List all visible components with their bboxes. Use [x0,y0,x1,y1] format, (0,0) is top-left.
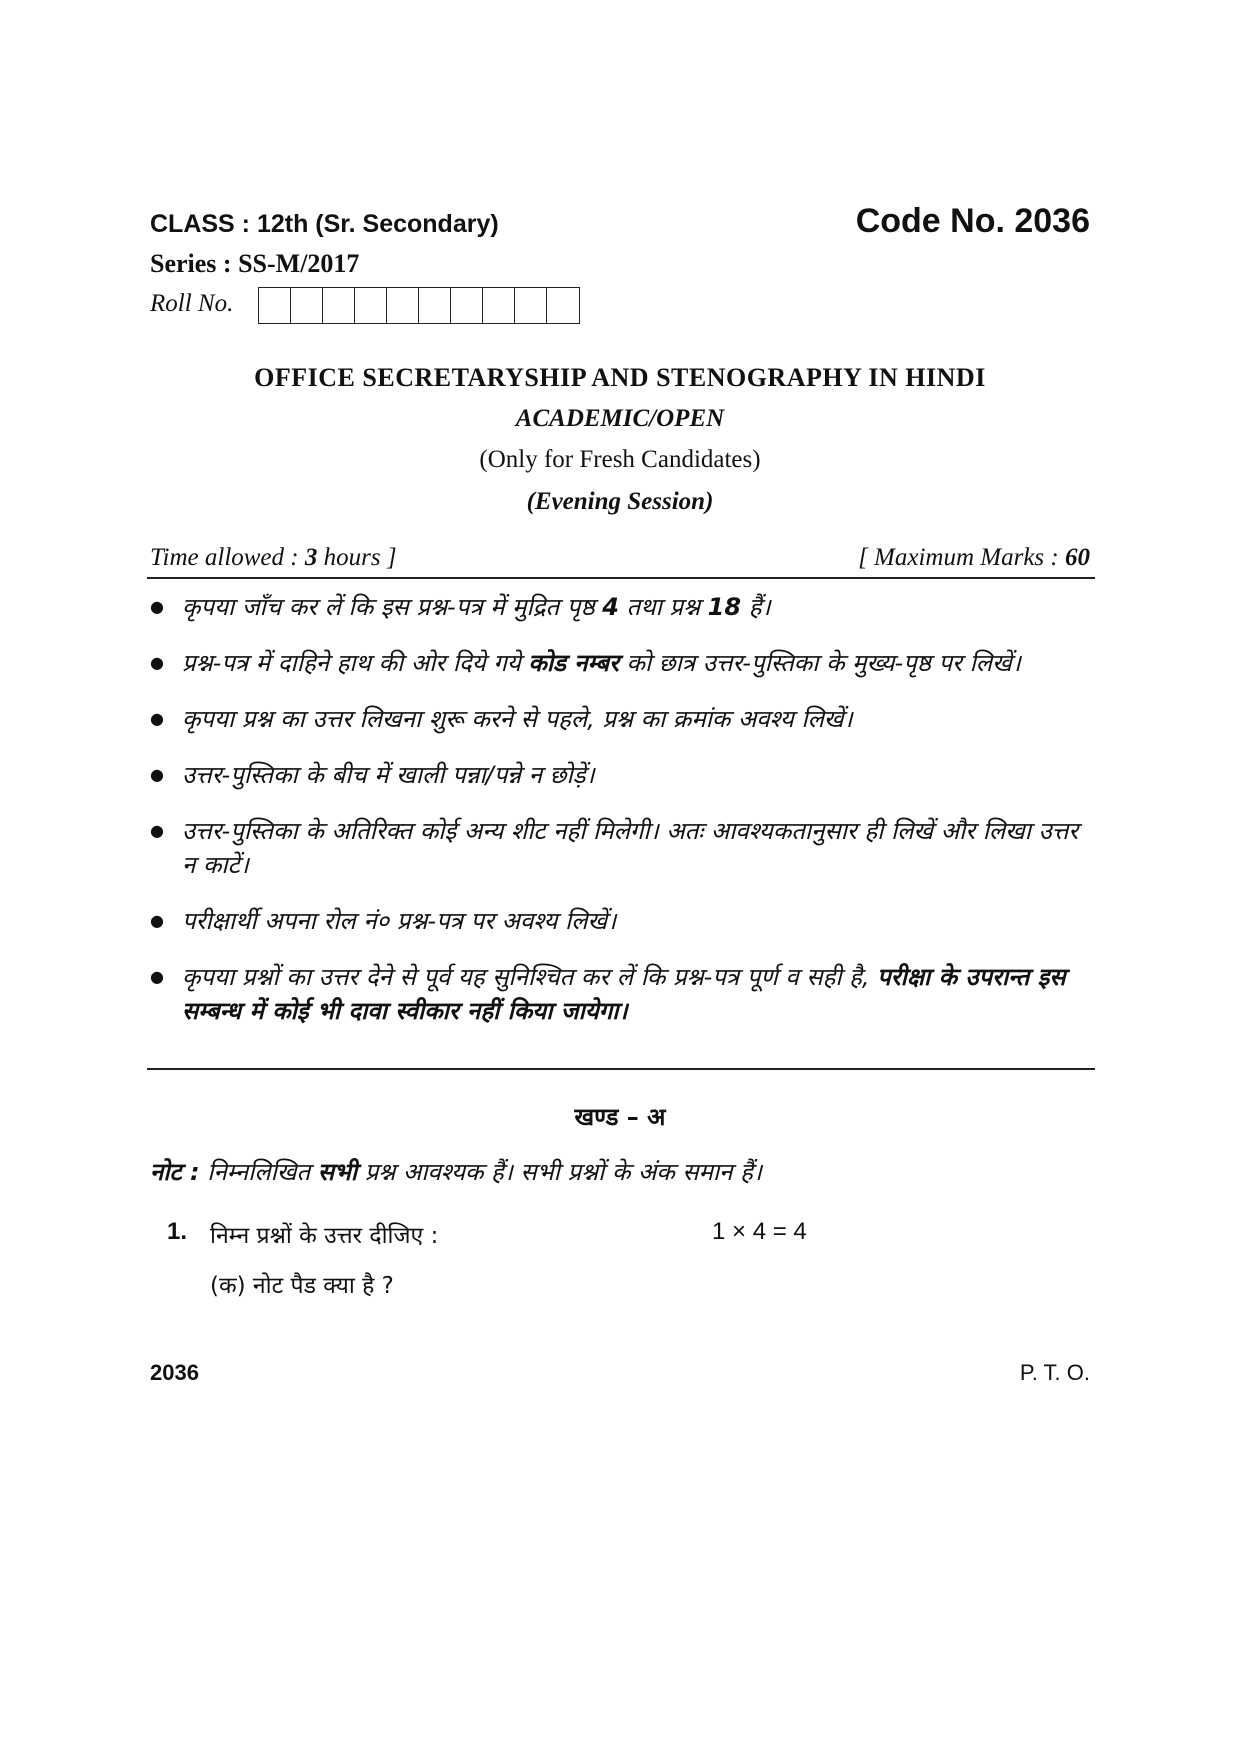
roll-box [323,288,355,323]
instruction-item: ● परीक्षार्थी अपना रोल नं० प्रश्न-पत्र पर अवश्य लिखें। [150,904,1095,938]
marks-value: 60 [1065,544,1090,571]
instruction-item: ● कृपया प्रश्न का उत्तर लिखना शुरू करने से पहले, प्रश्न का क्रमांक अवश्य लिखें। [150,702,1095,736]
note-label: नोट : [150,1158,200,1186]
roll-box [515,288,547,323]
question-marks: 1 × 4 = 4 [712,1218,807,1245]
instruction-item: ● उत्तर-पुस्तिका के अतिरिक्त कोई अन्य शीट नहीं मिलेगी। अतः आवश्यकतानुसार ही लिखें और लिखा उत्तर न काटें। [150,814,1095,882]
question-text: निम्न प्रश्नों के उत्तर दीजिए : [210,1223,439,1249]
please-turn-over: P. T. O. [1019,1360,1090,1385]
roll-box [483,288,515,323]
note-text: निम्नलिखित [199,1158,318,1186]
roll-box [547,288,579,323]
instruction-bold: परीक्षा के उपरान्त इस सम्बन्ध में कोई भी दावा स्वीकार नहीं किया जायेगा। [182,963,1066,1025]
series-line: Series : SS-M/2017 [150,249,360,278]
paper-title: OFFICE SECRETARYSHIP AND STENOGRAPHY IN HINDI [254,363,986,392]
instruction-bold: 18 [707,593,742,621]
code-number: Code No. 2036 [855,202,1090,240]
divider-bottom [147,1068,1095,1070]
note-bold: सभी [317,1158,358,1186]
instruction-text: तथा प्रश्न [618,593,708,621]
divider-top [147,577,1095,579]
roll-box [291,288,323,323]
instruction-bold: कोड नम्बर [528,649,619,677]
roll-number-boxes [258,287,580,324]
instruction-text: हैं। [741,593,771,621]
roll-box [387,288,419,323]
roll-box [419,288,451,323]
instruction-text: कृपया जाँच कर लें कि इस प्रश्न-पत्र में मुद्रित पृष्ठ [182,593,603,621]
question-number: 1. [167,1218,188,1245]
instruction-item [150,960,1095,1028]
section-heading: खण्ड – अ [574,1103,666,1131]
instruction-item [150,646,1095,680]
roll-box [355,288,387,323]
note-text: प्रश्न आवश्यक हैं। सभी प्रश्नों के अंक समान हैं। [357,1158,762,1186]
time-value: 3 [304,544,318,571]
time-suffix: hours ] [317,544,397,571]
maximum-marks [858,544,1090,572]
instruction-item [150,590,1095,624]
time-prefix: Time allowed : [150,544,305,571]
paper-subtitle: ACADEMIC/OPEN [515,405,725,432]
roll-number-label: Roll No. [150,290,234,317]
roll-box [451,288,483,323]
roll-box [259,288,291,323]
candidates-note: (Only for Fresh Candidates) [479,446,761,473]
session-label: (Evening Session) [526,488,714,515]
instruction-item: ● उत्तर-पुस्तिका के बीच में खाली पन्ना/पन्ने न छोड़ें। [150,758,1095,792]
section-note [150,1155,762,1188]
footer-code: 2036 [150,1360,199,1385]
sub-question: (क) नोट पैड क्या है ? [210,1273,394,1299]
class-line: CLASS : 12th (Sr. Secondary) [150,210,499,238]
instructions-list [150,590,1095,1050]
marks-prefix: [ Maximum Marks : [858,544,1065,571]
instruction-text: प्रश्न-पत्र में दाहिने हाथ की ओर दिये गये [182,649,529,677]
instruction-text: कृपया प्रश्नों का उत्तर देने से पूर्व यह सुनिश्चित कर लें कि प्रश्न-पत्र पूर्ण व सही है, [182,963,878,991]
instruction-text: को छात्र उत्तर-पुस्तिका के मुख्य-पृष्ठ पर लिखें। [618,649,1021,677]
time-allowed [150,544,397,572]
instruction-bold: 4 [602,593,619,621]
